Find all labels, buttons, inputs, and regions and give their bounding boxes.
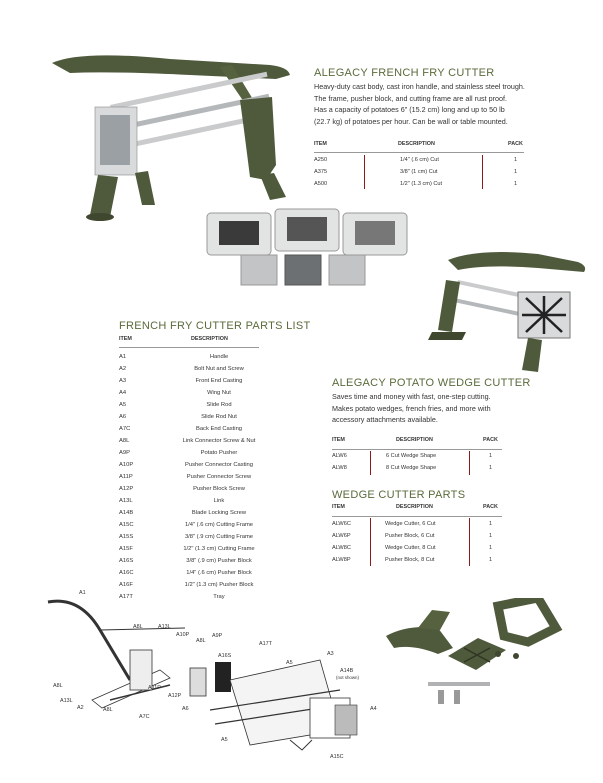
callout-label: A5 bbox=[286, 660, 293, 666]
wedge-parts-photo bbox=[378, 598, 588, 708]
table-row bbox=[332, 465, 502, 477]
row-description: Tray bbox=[213, 594, 225, 600]
callout-label: A8L bbox=[196, 638, 206, 644]
table-row bbox=[119, 411, 259, 423]
row-item: A10P bbox=[119, 462, 134, 468]
table-row bbox=[332, 533, 502, 545]
row-description: 1/4" (.6 cm) Cutting Frame bbox=[184, 522, 254, 528]
desc-line: Saves time and money with fast, one-step cutting. bbox=[332, 392, 491, 401]
row-description: Link Connector Screw & Nut bbox=[182, 438, 256, 444]
table-row bbox=[119, 531, 259, 543]
row-item: A8L bbox=[119, 438, 130, 444]
callout-label: A3 bbox=[327, 651, 334, 657]
row-description: Pusher Block, 8 Cut bbox=[385, 557, 435, 563]
callout-label: A8L bbox=[133, 624, 143, 630]
callout-label: A8L bbox=[103, 707, 113, 713]
table-row bbox=[119, 567, 259, 579]
desc-line: accessory attachments available. bbox=[332, 415, 438, 424]
header-rule bbox=[119, 347, 259, 348]
table-row bbox=[332, 453, 502, 465]
row-description: Slide Rod Nut bbox=[201, 414, 237, 420]
desc-line: (22.7 kg) of potatoes per hour. Can be wall or table mounted. bbox=[314, 116, 508, 126]
col-pack: PACK bbox=[483, 504, 498, 510]
row-pack: 1 bbox=[489, 545, 493, 551]
row-item: ALW6 bbox=[332, 453, 347, 459]
callout-label: A12P bbox=[168, 693, 182, 699]
callout-label: A5 bbox=[221, 737, 228, 743]
row-item: A13L bbox=[119, 498, 133, 504]
row-pack: 1 bbox=[514, 169, 518, 175]
col-item: ITEM bbox=[314, 141, 327, 147]
row-item: A15C bbox=[119, 522, 134, 528]
table-row bbox=[119, 483, 259, 495]
row-item: ALW8P bbox=[332, 557, 351, 563]
row-item: A4 bbox=[119, 390, 127, 396]
cutting-frames-photo bbox=[203, 203, 413, 288]
row-pack: 1 bbox=[489, 465, 493, 471]
desc-line: Makes potato wedges, french fries, and more with bbox=[332, 403, 491, 413]
callout-label: A4 bbox=[370, 706, 377, 712]
row-pack: 1 bbox=[489, 533, 493, 539]
row-item: A11P bbox=[119, 474, 133, 480]
row-item: A16C bbox=[119, 570, 134, 576]
callout-label: A14B bbox=[340, 668, 354, 674]
callout-label: A9P bbox=[212, 633, 223, 639]
col-pack: PACK bbox=[508, 141, 523, 147]
callout-label: A13L bbox=[60, 698, 73, 704]
table-row bbox=[119, 447, 259, 459]
desc-line: The frame, pusher block, and cutting frame are all rust proof. bbox=[314, 93, 507, 103]
row-description: Link bbox=[213, 498, 225, 504]
callout-label: A17T bbox=[259, 641, 272, 647]
row-item: ALW8 bbox=[332, 465, 347, 471]
row-item: A375 bbox=[314, 169, 328, 175]
row-item: A15F bbox=[119, 546, 133, 552]
table-row bbox=[119, 543, 259, 555]
header-rule bbox=[332, 516, 502, 517]
wedge-cutter-photo bbox=[418, 240, 590, 380]
row-description: Pusher Connector Screw bbox=[186, 474, 252, 480]
row-description: Front End Casting bbox=[195, 378, 243, 384]
row-description: 1/4" (.6 cm) Pusher Block bbox=[186, 570, 252, 576]
callout-label: A13L bbox=[158, 624, 171, 630]
row-item: ALW6C bbox=[332, 521, 351, 527]
table-row bbox=[119, 399, 259, 411]
callout-label: A15C bbox=[330, 754, 344, 760]
table-row bbox=[119, 495, 259, 507]
col-description: DESCRIPTION bbox=[396, 437, 433, 443]
col-item: ITEM bbox=[332, 504, 345, 510]
row-description: 1/2" (1.3 cm) Cut bbox=[400, 181, 443, 187]
row-pack: 1 bbox=[489, 521, 493, 527]
row-description: Pusher Block Screw bbox=[193, 486, 245, 492]
header-rule bbox=[332, 449, 502, 450]
row-item: A16F bbox=[119, 582, 133, 588]
table-row bbox=[119, 435, 259, 447]
table-row bbox=[119, 387, 259, 399]
row-description: Pusher Block, 6 Cut bbox=[385, 533, 435, 539]
wedge-cutter-title: ALEGACY POTATO WEDGE CUTTER bbox=[332, 377, 531, 389]
row-item: A12P bbox=[119, 486, 134, 492]
fry-cutter-description bbox=[314, 81, 554, 127]
row-pack: 1 bbox=[514, 157, 518, 163]
col-pack: PACK bbox=[483, 437, 498, 443]
row-description: 3/8" (1 cm) Cut bbox=[400, 169, 438, 175]
callout-label: A7C bbox=[139, 714, 150, 720]
table-row bbox=[119, 519, 259, 531]
exploded-parts-diagram bbox=[40, 590, 380, 765]
row-description: Blade Locking Screw bbox=[191, 510, 247, 516]
callout-label: A11P bbox=[148, 685, 161, 691]
row-pack: 1 bbox=[514, 181, 518, 187]
fry-cutter-photo bbox=[40, 45, 310, 225]
wedge-cutter-table bbox=[332, 437, 502, 477]
table-row bbox=[119, 423, 259, 435]
row-pack: 1 bbox=[489, 453, 493, 459]
desc-line: Heavy-duty cast body, cast iron handle, and stainless steel trough. bbox=[314, 82, 525, 91]
table-row bbox=[332, 557, 502, 569]
row-item: A14B bbox=[119, 510, 134, 516]
wedge-parts-table bbox=[332, 504, 502, 569]
fry-cutter-table bbox=[314, 141, 524, 193]
callout-label: A2 bbox=[77, 705, 84, 711]
row-description: Handle bbox=[209, 354, 229, 360]
row-item: ALW8C bbox=[332, 545, 351, 551]
row-description: 3/8" (.9 cm) Pusher Block bbox=[186, 558, 252, 564]
callout-label: A1 bbox=[79, 590, 86, 596]
row-item: A1 bbox=[119, 354, 127, 360]
table-row bbox=[119, 363, 259, 375]
row-description: Potato Pusher bbox=[200, 450, 238, 456]
table-row bbox=[119, 555, 259, 567]
row-item: A3 bbox=[119, 378, 127, 384]
row-item: ALW6P bbox=[332, 533, 351, 539]
row-description: 3/8" (.9 cm) Cutting Frame bbox=[184, 534, 254, 540]
table-row bbox=[119, 375, 259, 387]
wedge-parts-title: WEDGE CUTTER PARTS bbox=[332, 489, 466, 501]
wedge-cutter-description bbox=[332, 391, 572, 426]
table-row bbox=[314, 181, 524, 193]
table-row bbox=[119, 471, 259, 483]
fry-cutter-title: ALEGACY FRENCH FRY CUTTER bbox=[314, 67, 495, 79]
row-description: Wedge Cutter, 8 Cut bbox=[385, 545, 436, 551]
col-description: DESCRIPTION bbox=[191, 336, 228, 342]
table-row bbox=[332, 545, 502, 557]
row-description: Back End Casting bbox=[195, 426, 243, 432]
row-item: A16S bbox=[119, 558, 134, 564]
desc-line: Has a capacity of potatoes 6" (15.2 cm) long and up to 50 lb bbox=[314, 105, 505, 114]
parts-list-title: FRENCH FRY CUTTER PARTS LIST bbox=[119, 320, 311, 332]
row-item: A7C bbox=[119, 426, 131, 432]
callout-label: A6 bbox=[182, 706, 189, 712]
parts-rows bbox=[119, 351, 259, 603]
row-item: A6 bbox=[119, 414, 127, 420]
row-item: A9P bbox=[119, 450, 130, 456]
row-description: 1/2" (1.3 cm) Pusher Block bbox=[184, 582, 254, 588]
col-description: DESCRIPTION bbox=[398, 141, 435, 147]
table-row bbox=[119, 507, 259, 519]
callout-label: A8L bbox=[53, 683, 63, 689]
table-row bbox=[314, 157, 524, 169]
table-row bbox=[332, 521, 502, 533]
row-description: 1/4" (.6 cm) Cut bbox=[400, 157, 439, 163]
row-pack: 1 bbox=[489, 557, 493, 563]
table-row bbox=[119, 459, 259, 471]
callout-label: A16S bbox=[218, 653, 232, 659]
row-item: A15S bbox=[119, 534, 134, 540]
table-row bbox=[119, 351, 259, 363]
row-description: Bolt Nut and Screw bbox=[194, 366, 244, 372]
callout-label: A10P bbox=[176, 632, 190, 638]
row-item: A5 bbox=[119, 402, 127, 408]
row-item: A500 bbox=[314, 181, 328, 187]
row-item: A17T bbox=[119, 594, 133, 600]
parts-list-table bbox=[119, 336, 259, 603]
row-description: Wing Nut bbox=[207, 390, 231, 396]
col-description: DESCRIPTION bbox=[396, 504, 433, 510]
row-description: 1/2" (1.3 cm) Cutting Frame bbox=[183, 546, 255, 552]
row-description: 6 Cut Wedge Shape bbox=[386, 453, 437, 459]
col-item: ITEM bbox=[332, 437, 345, 443]
row-description: Slide Rod bbox=[206, 402, 232, 408]
row-item: A250 bbox=[314, 157, 328, 163]
row-description: Wedge Cutter, 6 Cut bbox=[385, 521, 436, 527]
row-description: 8 Cut Wedge Shape bbox=[386, 465, 437, 471]
callout-note: (not shown) bbox=[336, 675, 359, 680]
col-item: ITEM bbox=[119, 336, 132, 342]
row-description: Pusher Connector Casting bbox=[185, 462, 253, 468]
row-item: A2 bbox=[119, 366, 127, 372]
table-row bbox=[314, 169, 524, 181]
header-rule bbox=[314, 152, 524, 153]
